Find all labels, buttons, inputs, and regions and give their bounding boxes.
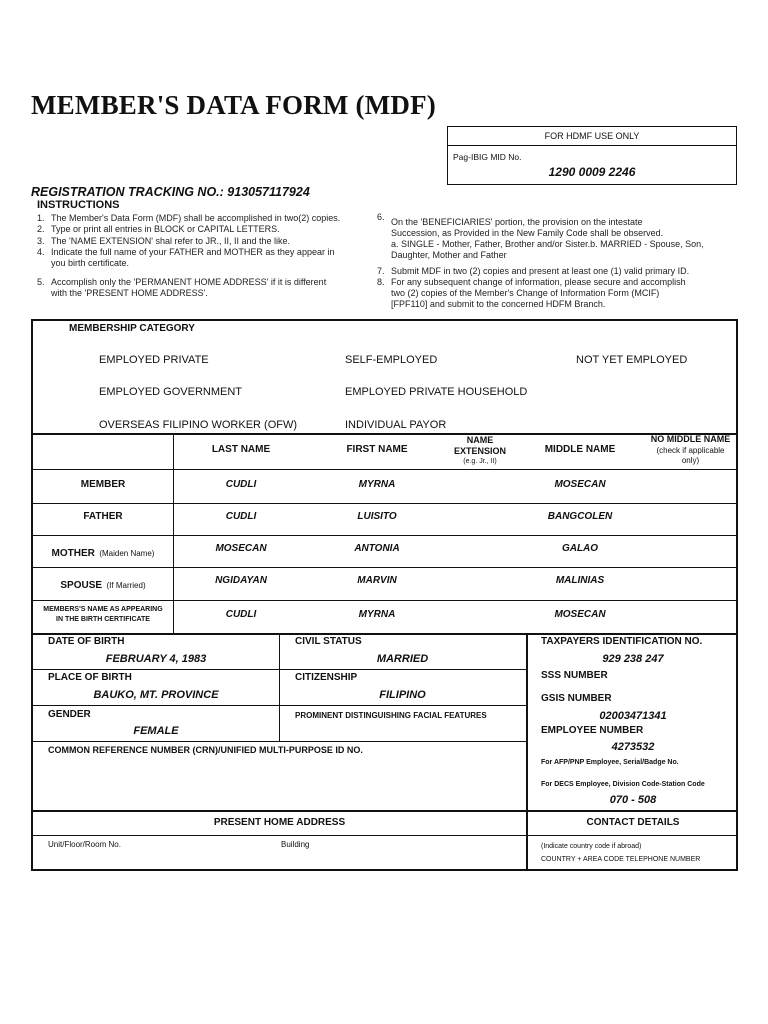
- father-last-name[interactable]: CUDLI: [225, 511, 257, 522]
- pob-label: PLACE OF BIRTH: [48, 672, 132, 683]
- header-name-extension: NAME: [466, 435, 494, 445]
- option-individual-payor[interactable]: INDIVIDUAL PAYOR: [345, 419, 447, 431]
- member-middle-name[interactable]: MOSECAN: [554, 479, 606, 490]
- header-no-middle-name-note: (check if applicable: [656, 446, 725, 455]
- instruction-item: 4. Indicate the full name of your FATHER and MOTHER as they appear in you birth certificate.: [37, 247, 335, 268]
- pob-value[interactable]: BAUKO, MT. PROVINCE: [93, 689, 219, 701]
- unit-floor-room-label: Unit/Floor/Room No.: [48, 840, 121, 849]
- dob-value[interactable]: FEBRUARY 4, 1983: [105, 653, 207, 665]
- citizenship-value[interactable]: FILIPINO: [379, 689, 426, 701]
- registration-tracking: REGISTRATION TRACKING NO.: 913057117924: [31, 185, 310, 199]
- tin-label: TAXPAYERS IDENTIFICATION NO.: [541, 636, 703, 647]
- tin-value[interactable]: 929 238 247: [602, 653, 664, 665]
- instruction-item: 2. Type or print all entries in BLOCK or CAPITAL LETTERS.: [37, 224, 280, 234]
- spouse-middle-name[interactable]: MALINIAS: [555, 575, 605, 586]
- option-employed-government[interactable]: EMPLOYED GOVERNMENT: [99, 386, 243, 398]
- option-self-employed[interactable]: SELF-EMPLOYED: [345, 354, 438, 366]
- gsis-value[interactable]: 02003471341: [599, 710, 667, 722]
- option-ofw[interactable]: OVERSEAS FILIPINO WORKER (OFW): [99, 419, 298, 431]
- contact-details-heading: CONTACT DETAILS: [586, 817, 680, 828]
- decs-label: For DECS Employee, Division Code-Station Code: [541, 781, 705, 788]
- birth-middle-name[interactable]: MOSECAN: [554, 609, 606, 620]
- form-title: MEMBER'S DATA FORM (MDF): [31, 90, 437, 120]
- mid-value: 1290 0009 2246: [548, 165, 636, 179]
- mid-label: Pag-IBIG MID No.: [453, 152, 522, 162]
- gender-label: GENDER: [48, 709, 91, 720]
- instruction-item: 8. For any subsequent change of information, please secure and accomplish two (2) copies of the Member's Change of Information Form (MCIF) [FPF110] and submit to the concerned HDFM Branch.: [377, 277, 686, 309]
- civil-status-label: CIVIL STATUS: [295, 636, 362, 647]
- option-employed-private[interactable]: EMPLOYED PRIVATE: [99, 354, 209, 366]
- row-label-birth-cert: MEMBERS'S NAME AS APPEARING: [43, 606, 163, 613]
- spouse-first-name[interactable]: MARVIN: [357, 575, 397, 586]
- hdmf-header: FOR HDMF USE ONLY: [448, 127, 736, 146]
- spouse-last-name[interactable]: NGIDAYAN: [215, 575, 267, 586]
- birth-first-name[interactable]: MYRNA: [358, 609, 396, 620]
- instructions-heading: INSTRUCTIONS: [37, 199, 120, 211]
- instruction-item: 7. Submit MDF in two (2) copies and present at least one (1) valid primary ID.: [377, 266, 690, 276]
- facial-features-label: PROMINENT DISTINGUISHING FACIAL FEATURES: [295, 711, 487, 720]
- header-no-middle-name-note: only): [681, 456, 700, 465]
- mother-last-name[interactable]: MOSECAN: [215, 543, 267, 554]
- crn-label: COMMON REFERENCE NUMBER (CRN)/UNIFIED MULTI-PURPOSE ID NO.: [48, 745, 363, 755]
- father-middle-name[interactable]: BANGCOLEN: [547, 511, 613, 522]
- sss-label: SSS NUMBER: [541, 670, 608, 681]
- header-name-extension: EXTENSION: [453, 446, 506, 456]
- row-label-spouse: SPOUSE (If Married): [60, 580, 146, 591]
- row-label-birth-cert: IN THE BIRTH CERTIFICATE: [56, 616, 150, 623]
- mother-first-name[interactable]: ANTONIA: [354, 543, 400, 554]
- row-label-member: MEMBER: [80, 479, 126, 490]
- row-label-mother: MOTHER (Maiden Name): [51, 548, 155, 559]
- father-first-name[interactable]: LUISITO: [357, 511, 397, 522]
- row-label-father: FATHER: [83, 511, 123, 522]
- mother-middle-name[interactable]: GALAO: [561, 543, 599, 554]
- header-no-middle-name: NO MIDDLE NAME: [650, 434, 731, 444]
- instruction-item: 6. On the 'BENEFICIARIES' portion, the provision on the intestate Succession, as Provided in the New Family Code shall be observed. a. SINGLE - Mother, Father, Brother and/or Sister.b. MARRIED - Spouse, Son, Daughter, Mother and Father: [377, 212, 704, 260]
- country-code-note: (Indicate country code if abroad): [541, 843, 642, 850]
- employee-number-value[interactable]: 4273532: [611, 741, 655, 753]
- member-last-name[interactable]: CUDLI: [225, 479, 257, 490]
- option-not-yet-employed[interactable]: NOT YET EMPLOYED: [576, 354, 688, 366]
- afp-pnp-label: For AFP/PNP Employee, Serial/Badge No.: [541, 759, 679, 766]
- present-home-address-heading: PRESENT HOME ADDRESS: [213, 817, 346, 828]
- birth-last-name[interactable]: CUDLI: [225, 609, 257, 620]
- dob-label: DATE OF BIRTH: [48, 636, 125, 647]
- main-form: [31, 319, 738, 871]
- gender-value[interactable]: FEMALE: [133, 725, 179, 737]
- building-label: Building: [281, 840, 310, 849]
- header-last-name: LAST NAME: [211, 444, 271, 455]
- member-first-name[interactable]: MYRNA: [358, 479, 396, 490]
- instruction-item: 5. Accomplish only the 'PERMANENT HOME ADDRESS' if it is different with the 'PRESENT HOME ADDRESS'.: [37, 277, 327, 298]
- telephone-label: COUNTRY + AREA CODE TELEPHONE NUMBER: [541, 856, 701, 863]
- instruction-item: 3. The 'NAME EXTENSION' shal refer to JR., II, II and the like.: [37, 236, 291, 246]
- instruction-item: 1. The Member's Data Form (MDF) shall be accomplished in two(2) copies.: [37, 213, 341, 223]
- employee-number-label: EMPLOYEE NUMBER: [541, 725, 644, 736]
- header-middle-name: MIDDLE NAME: [544, 444, 616, 455]
- header-name-extension-note: (e.g. Jr., II): [463, 458, 497, 465]
- civil-status-value[interactable]: MARRIED: [376, 653, 429, 665]
- hdmf-use-only-box: [447, 126, 737, 185]
- gsis-label: GSIS NUMBER: [541, 693, 612, 704]
- header-first-name: FIRST NAME: [346, 444, 408, 455]
- decs-value[interactable]: 070 - 508: [609, 794, 657, 806]
- citizenship-label: CITIZENSHIP: [295, 672, 358, 683]
- option-employed-private-household[interactable]: EMPLOYED PRIVATE HOUSEHOLD: [345, 386, 528, 398]
- membership-category-heading: MEMBERSHIP CATEGORY: [69, 323, 195, 334]
